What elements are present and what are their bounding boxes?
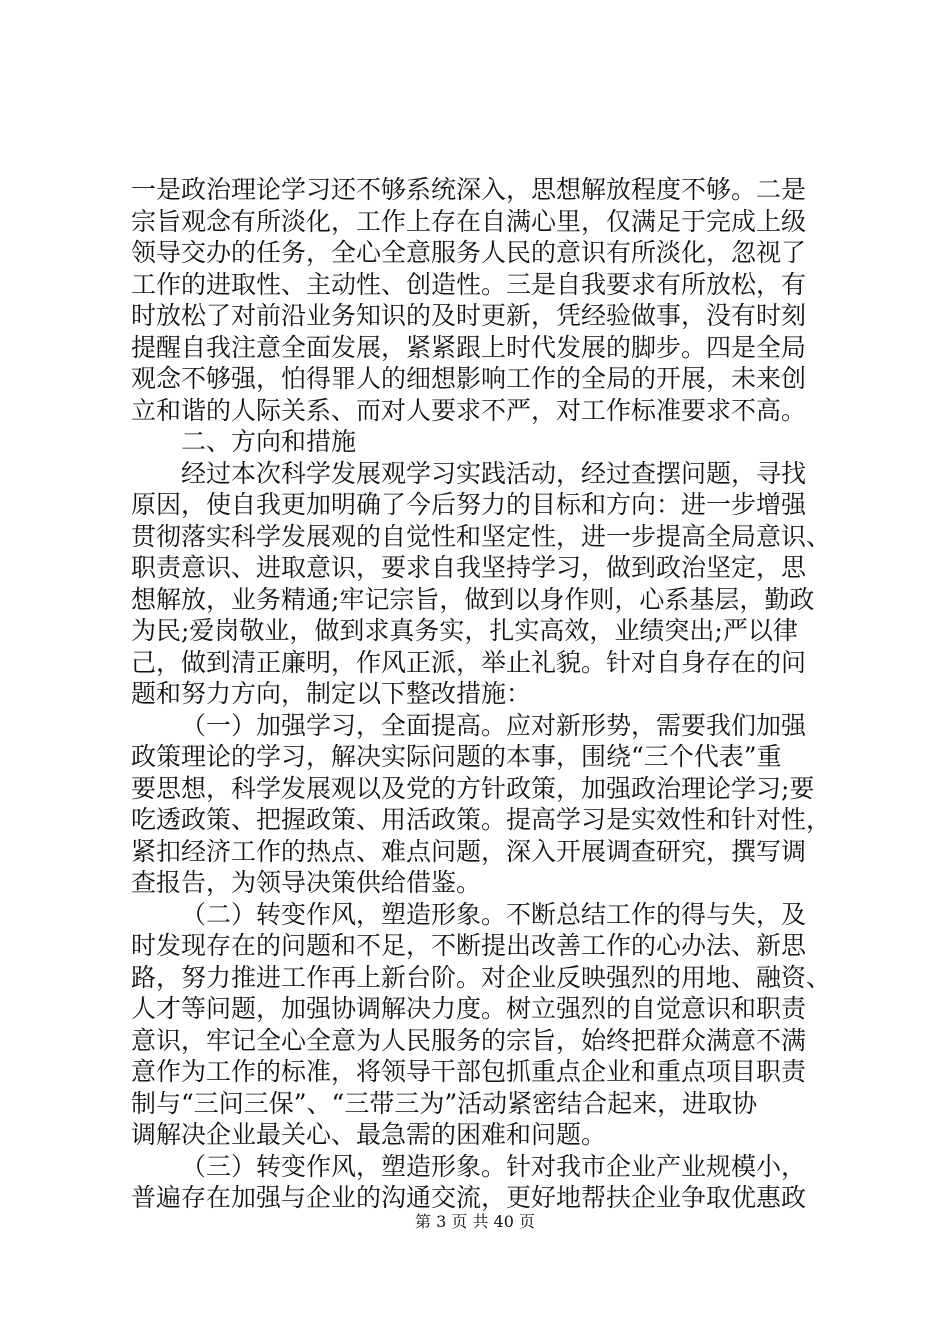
text-line: 想解放，业务精通;牢记宗旨，做到以身作则，心系基层，勤政 xyxy=(131,584,815,614)
text-line: （三）转变作风，塑造形象。针对我市企业产业规模小， xyxy=(181,1151,807,1181)
text-line: 题和努力方向，制定以下整改措施： xyxy=(131,679,532,708)
text-line: 要思想，科学发展观以及党的方针政策，加强政治理论学习;要 xyxy=(131,773,815,803)
text-line: 意识，牢记全心全意为人民服务的宗旨，始终把群众满意不满 xyxy=(131,1025,807,1055)
text-line: 查报告，为领导决策供给借鉴。 xyxy=(131,868,482,897)
text-line: 调解决企业最关心、最急需的困难和问题。 xyxy=(131,1120,607,1149)
text-line: 经过本次科学发展观学习实践活动，经过查摆问题，寻找 xyxy=(181,458,807,488)
text-line: （一）加强学习，全面提高。应对新形势，需要我们加强 xyxy=(181,710,807,740)
text-line: 路，努力推进工作再上新台阶。对企业反映强烈的用地、融资、 xyxy=(131,962,832,992)
text-line: 领导交办的任务，全心全意服务人民的意识有所淡化，忽视了 xyxy=(131,238,807,267)
document-body xyxy=(131,174,831,1214)
text-line: 时放松了对前沿业务知识的及时更新，凭经验做事，没有时刻 xyxy=(131,301,807,330)
text-line: 意作为工作的标准，将领导干部包抓重点企业和重点项目职责 xyxy=(131,1057,807,1086)
text-line: （二）转变作风，塑造形象。不断总结工作的得与失，及 xyxy=(181,899,807,929)
text-line: 原因，使自我更加明确了今后努力的目标和方向：进一步增强 xyxy=(131,490,807,519)
text-line: 吃透政策、把握政策、用活政策。提高学习是实效性和针对性， xyxy=(131,805,832,834)
text-line: 一是政治理论学习还不够系统深入，思想解放程度不够。二是 xyxy=(131,175,807,204)
text-line: 贯彻落实科学发展观的自觉性和坚定性，进一步提高全局意识、 xyxy=(131,521,832,551)
text-line: 宗旨观念有所淡化，工作上存在自满心里，仅满足于完成上级 xyxy=(131,206,807,236)
text-line: 紧扣经济工作的热点、难点问题，深入开展调查研究，撰写调 xyxy=(131,836,807,866)
text-line: 职责意识、进取意识，要求自我坚持学习，做到政治坚定，思 xyxy=(131,553,807,582)
text-line: 普遍存在加强与企业的沟通交流，更好地帮扶企业争取优惠政 xyxy=(131,1183,807,1212)
text-line: 为民;爱岗敬业，做到求真务实，扎实高效，业绩突出;严以律 xyxy=(131,616,798,645)
text-line: 工作的进取性、主动性、创造性。三是自我要求有所放松，有 xyxy=(131,269,807,299)
text-line: 政策理论的学习，解决实际问题的本事，围绕“三个代表”重 xyxy=(131,742,782,771)
page-footer: 第 3 页 共 40 页 xyxy=(415,1212,535,1231)
text-line: 制与“三问三保”、“三带三为”活动紧密结合起来，进取协 xyxy=(131,1088,758,1118)
text-line: 时发现存在的问题和不足，不断提出改善工作的心办法、新思 xyxy=(131,931,807,960)
text-line: 立和谐的人际关系、而对人要求不严，对工作标准要求不高。 xyxy=(131,395,807,425)
text-line: 提醒自我注意全面发展，紧紧跟上时代发展的脚步。四是全局 xyxy=(131,332,807,362)
text-line: 人才等问题，加强协调解决力度。树立强烈的自觉意识和职责 xyxy=(131,994,807,1023)
text-line: 二、方向和措施 xyxy=(181,427,357,456)
text-line: 观念不够强，怕得罪人的细想影响工作的全局的开展，未来创 xyxy=(131,364,807,393)
text-line: 己，做到清正廉明，作风正派，举止礼貌。针对自身存在的问 xyxy=(131,647,807,677)
